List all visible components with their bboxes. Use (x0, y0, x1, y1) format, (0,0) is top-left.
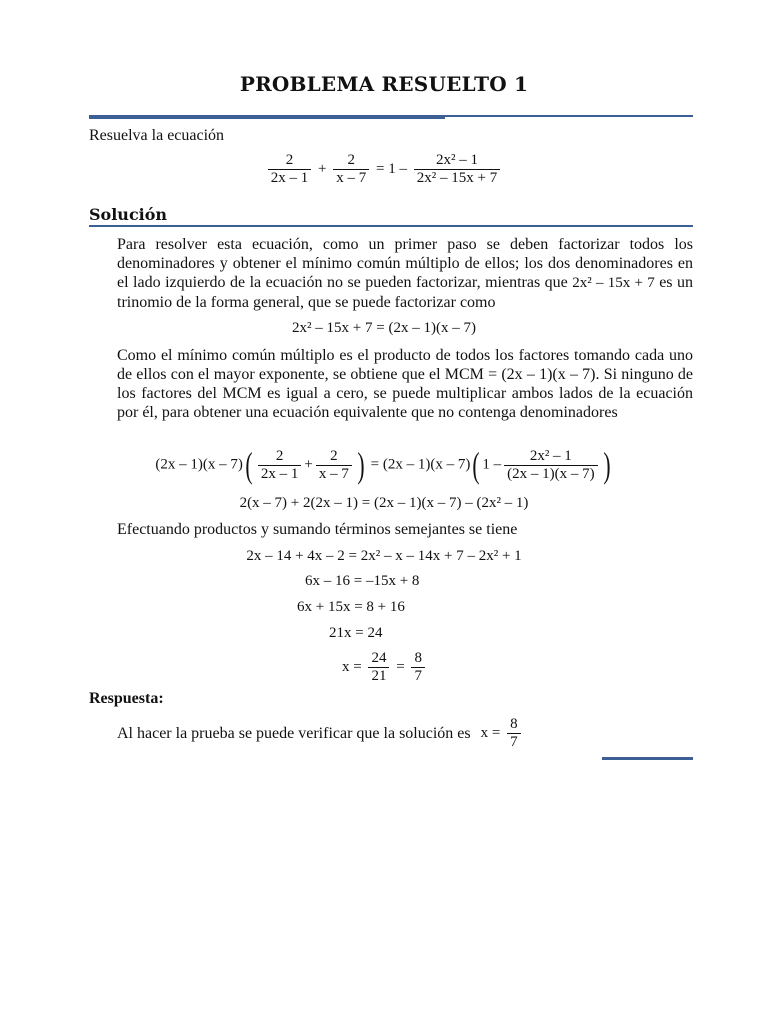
factor-equation: 2x² – 15x + 7 = (2x – 1)(x – 7) (292, 320, 476, 336)
fraction-3: $\frac{\text{2x² – 1}}{\text{2x² – 15x + 7}}$ (414, 152, 500, 187)
end-rule (602, 757, 693, 760)
answer-line: Al hacer la prueba se puede verificar que la solución es x = $\frac{8}{7}$ (117, 716, 524, 751)
solution-heading: Solución (89, 205, 168, 224)
title-underline (89, 115, 693, 117)
step-1: 2x – 14 + 4x – 2 = 2x² – x – 14x + 7 – 2x² + 1 (246, 548, 522, 564)
step-3: 6x + 15x = 8 + 16 (297, 599, 405, 615)
step-2: 6x – 16 = –15x + 8 (305, 573, 420, 589)
paragraph-1: Para resolver esta ecuación, como un primer paso se deben factorizar todos los denominadores y obtener el mínimo común múltiplo de ellos; los dos denominadores en el lado izquierdo de la ecuación no se pueden factorizar, mientras que 2x² – 15x + 7 es un trinomio de la forma general, que se puede factorizar como (117, 236, 694, 311)
page-title: PROBLEMA RESUELTO 1 (239, 72, 529, 96)
intro-text: Resuelva la ecuación (89, 127, 225, 144)
expanded-equation: 2(x – 7) + 2(2x – 1) = (2x – 1)(x – 7) – (2x² – 1) (239, 495, 529, 511)
main-equation: $\frac{2}{2x - 1}$ + $\frac{2}{x - 7}$ = 1 – $\frac{\text{2x² – 1}}{\text{2x² – 15x + 7}}$ (0, 152, 768, 187)
paragraph-3: Efectuando productos y sumando términos semejantes se tiene (117, 521, 518, 538)
answer-heading: Respuesta: (89, 690, 164, 707)
final-result: x = $\frac{24}{21}$ = $\frac{8}{7}$ (342, 650, 428, 685)
fraction-1: $\frac{2}{2x - 1}$ (268, 152, 312, 187)
step-4: 21x = 24 (329, 625, 383, 641)
multiplied-equation: (2x – 1)(x – 7)( $\frac{2}{2x - 1}$ + $\frac{2}{x - 7}$ ) = (2x – 1)(x – 7)( 1 – $\frac{\text{2x² – 1}}{(2x - 1)(x - 7)}$ ) (155, 445, 611, 485)
fraction-2: $\frac{2}{x - 7}$ (333, 152, 369, 187)
paragraph-2: Como el mínimo común múltiplo es el producto de todos los factores tomando cada uno de ellos con el mayor exponente, se obtiene que el MCM = (2x – 1)(x – 7). Si ninguno de los factores del MCM es igual a cero, se puede multiplicar ambos lados de la ecuación por él, para obtener una ecuación equivalente que no contenga denominadores (117, 347, 693, 421)
solution-underline (89, 225, 693, 227)
